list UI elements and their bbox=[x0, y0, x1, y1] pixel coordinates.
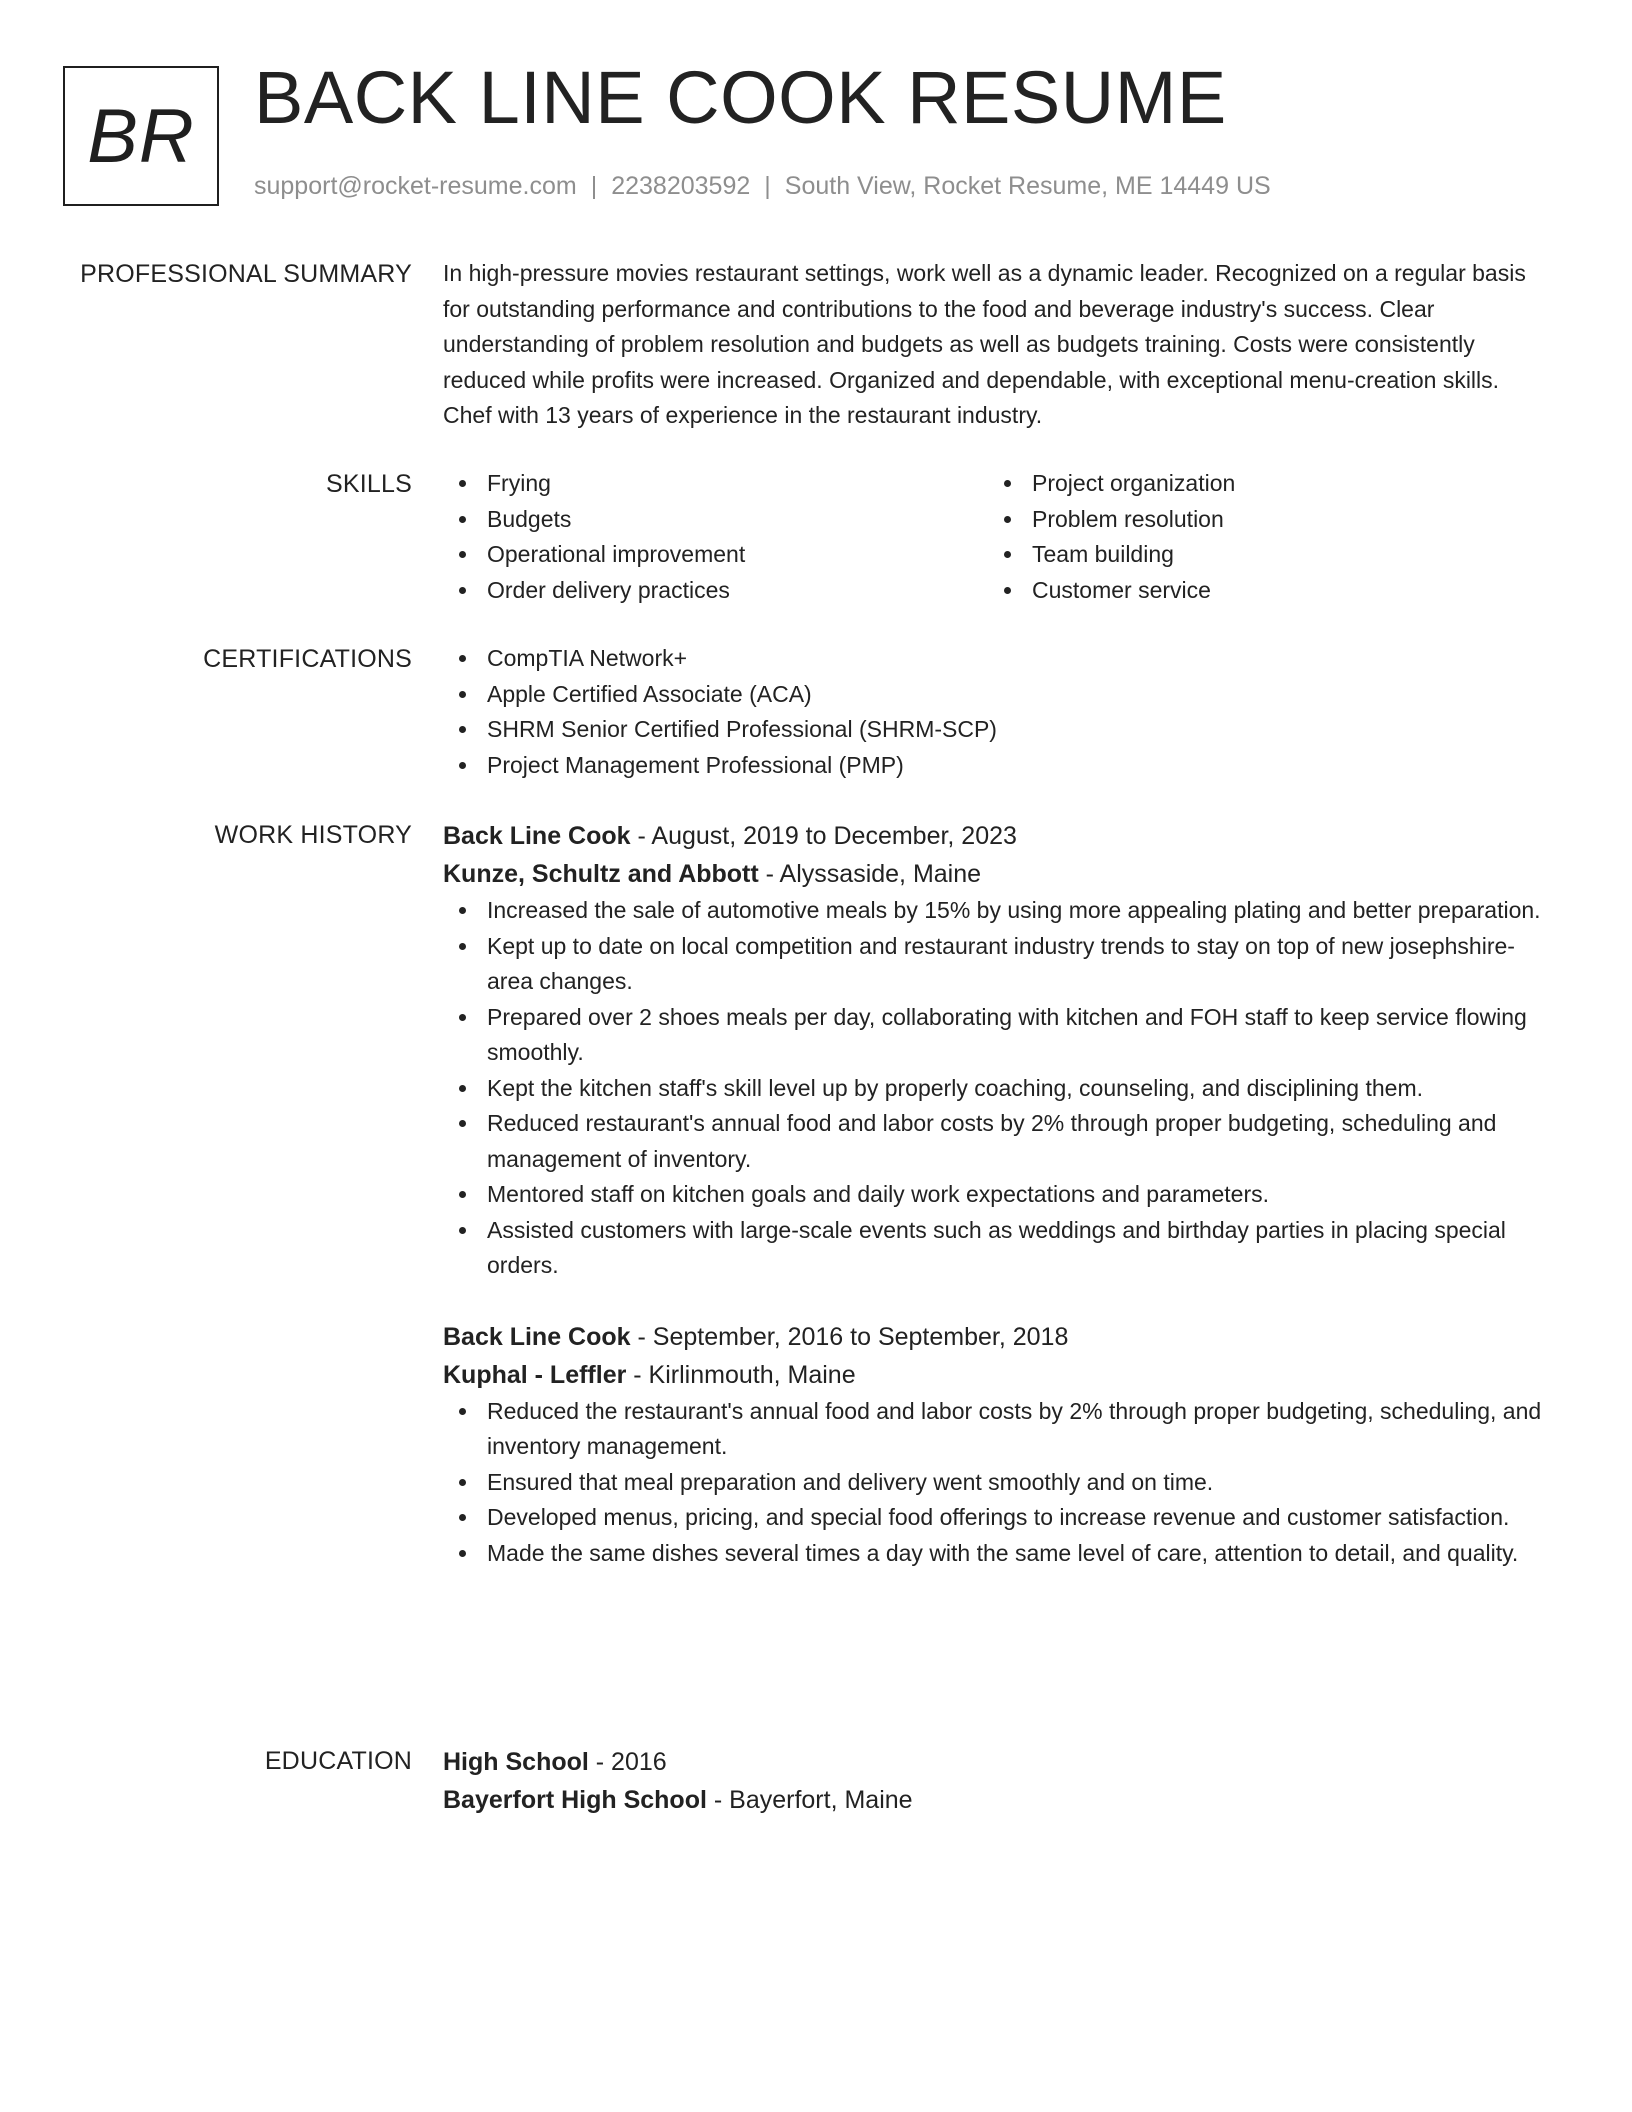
section-label-certifications: CERTIFICATIONS bbox=[203, 645, 412, 673]
job-company-line bbox=[443, 855, 1553, 893]
job-dates: - September, 2016 to September, 2018 bbox=[630, 1322, 1069, 1351]
certification-item: SHRM Senior Certified Professional (SHRM-SCP) bbox=[443, 712, 1553, 748]
job-bullets bbox=[443, 1394, 1553, 1572]
education-degree-line bbox=[443, 1743, 1553, 1781]
skill-item: Frying bbox=[443, 466, 988, 502]
contact-separator: | bbox=[764, 172, 771, 200]
education-year: - 2016 bbox=[588, 1748, 667, 1776]
skills-list-left bbox=[443, 466, 988, 608]
job-entry bbox=[443, 817, 1553, 1284]
work-history-body bbox=[443, 817, 1553, 1571]
skill-item: Operational improvement bbox=[443, 537, 988, 573]
skill-item: Team building bbox=[988, 537, 1533, 573]
job-bullet: Made the same dishes several times a day with the same level of care, attention to detail, and quality. bbox=[443, 1536, 1553, 1572]
section-label-skills: SKILLS bbox=[326, 470, 412, 498]
summary-body bbox=[443, 256, 1553, 434]
skills-list-right bbox=[988, 466, 1533, 608]
section-label-summary: PROFESSIONAL SUMMARY bbox=[80, 260, 412, 288]
education-location: - Bayerfort, Maine bbox=[706, 1786, 913, 1814]
job-bullet: Kept the kitchen staff's skill level up by properly coaching, counseling, and disciplining them. bbox=[443, 1071, 1553, 1107]
job-location: - Kirlinmouth, Maine bbox=[626, 1360, 856, 1389]
education-school-line bbox=[443, 1781, 1553, 1819]
certification-item: Project Management Professional (PMP) bbox=[443, 748, 1553, 784]
contact-phone: 2238203592 bbox=[611, 172, 751, 200]
skill-item: Budgets bbox=[443, 502, 988, 538]
contact-address: South View, Rocket Resume, ME 14449 US bbox=[784, 172, 1271, 200]
monogram-logo: BR bbox=[63, 66, 219, 206]
certification-item: CompTIA Network+ bbox=[443, 641, 1553, 677]
skill-item: Order delivery practices bbox=[443, 573, 988, 609]
job-title: Back Line Cook bbox=[443, 1322, 631, 1351]
skill-item: Project organization bbox=[988, 466, 1533, 502]
certifications-list bbox=[443, 641, 1553, 783]
job-entry bbox=[443, 1318, 1553, 1572]
job-bullet: Kept up to date on local competition and restaurant industry trends to stay on top of new josephshire-area changes. bbox=[443, 929, 1553, 1000]
job-bullet: Assisted customers with large-scale events such as weddings and birthday parties in placing special orders. bbox=[443, 1213, 1553, 1284]
job-bullet: Prepared over 2 shoes meals per day, collaborating with kitchen and FOH staff to keep service flowing smoothly. bbox=[443, 1000, 1553, 1071]
contact-separator: | bbox=[590, 172, 598, 200]
skill-item: Problem resolution bbox=[988, 502, 1533, 538]
section-label-work-history: WORK HISTORY bbox=[214, 821, 412, 849]
contact-email: support@rocket-resume.com bbox=[254, 172, 577, 200]
job-location: - Alyssaside, Maine bbox=[758, 860, 982, 888]
contact-line bbox=[254, 172, 1271, 201]
job-bullet: Mentored staff on kitchen goals and daily work expectations and parameters. bbox=[443, 1177, 1553, 1213]
job-bullet: Increased the sale of automotive meals by 15% by using more appealing plating and better preparation. bbox=[443, 893, 1553, 929]
job-bullets bbox=[443, 893, 1553, 1284]
job-company: Kuphal - Leffler bbox=[443, 1360, 627, 1389]
certification-item: Apple Certified Associate (ACA) bbox=[443, 677, 1553, 713]
summary-text: In high-pressure movies restaurant settings, work well as a dynamic leader. Recognized on a regular basis for outstanding performance and contributions to the food and beverage industry's success. Clear understanding of problem resolution and budgets as well as budgets training. Costs were consistently reduced while profits were increased. Organized and dependable, with exceptional menu-creation skills. Chef with 13 years of experience in the restaurant industry. bbox=[443, 260, 1526, 428]
job-bullet: Reduced the restaurant's annual food and labor costs by 2% through proper budgeting, scheduling, and inventory management. bbox=[443, 1394, 1553, 1465]
job-company-line bbox=[443, 1356, 1553, 1394]
resume-title: BACK LINE COOK RESUME bbox=[254, 56, 1227, 139]
job-bullet: Reduced restaurant's annual food and labor costs by 2% through proper budgeting, scheduling and management of inventory. bbox=[443, 1106, 1553, 1177]
education-school: Bayerfort High School bbox=[443, 1786, 707, 1814]
skills-body bbox=[443, 466, 1553, 608]
job-title: Back Line Cook bbox=[443, 822, 631, 850]
certifications-body bbox=[443, 641, 1553, 783]
job-title-line bbox=[443, 817, 1553, 855]
skill-item: Customer service bbox=[988, 573, 1533, 609]
job-company: Kunze, Schultz and Abbott bbox=[443, 860, 759, 888]
education-body bbox=[443, 1743, 1553, 1819]
education-degree: High School bbox=[443, 1748, 589, 1776]
job-bullet: Developed menus, pricing, and special food offerings to increase revenue and customer satisfaction. bbox=[443, 1500, 1553, 1536]
job-title-line bbox=[443, 1318, 1553, 1356]
section-label-education: EDUCATION bbox=[264, 1747, 412, 1775]
job-bullet: Ensured that meal preparation and delivery went smoothly and on time. bbox=[443, 1465, 1553, 1501]
job-dates: - August, 2019 to December, 2023 bbox=[630, 822, 1017, 850]
